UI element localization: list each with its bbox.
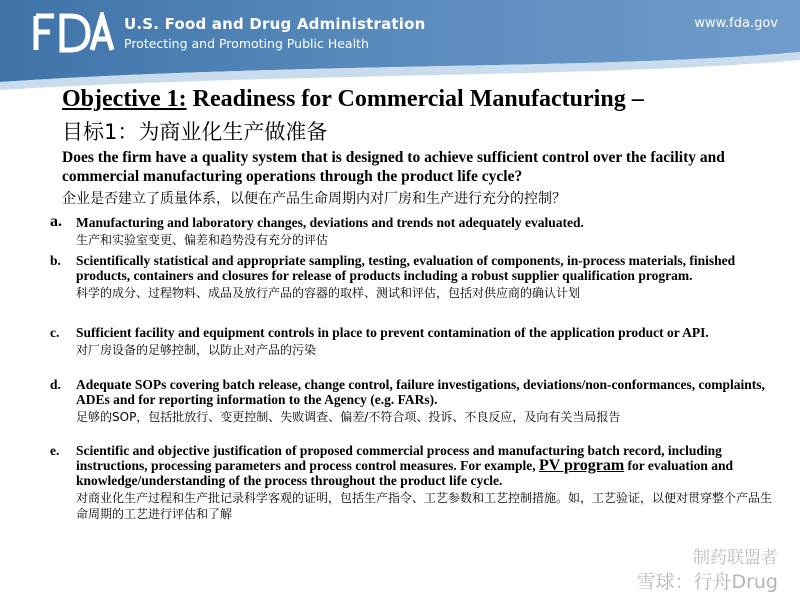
item-letter: d. <box>50 377 61 392</box>
item-text-chinese: 对商业化生产过程和生产批记录科学客观的证明，包括生产指令、工艺参数和工艺控制措施。如，工艺验证，以便对贯穿整个产品生命周期的工艺进行评估和了解 <box>76 491 773 521</box>
list-item-d <box>46 377 776 443</box>
objective-title: Readiness for Commercial Manufacturing – <box>186 86 644 112</box>
item-letter: e. <box>50 443 60 458</box>
site-url-link[interactable]: www.fda.gov <box>694 16 778 31</box>
item-text-part: for evaluation and knowledge/understanding of the process throughout the product life cycle. <box>76 458 734 488</box>
item-letter: a. <box>50 213 62 230</box>
item-text-part: Scientific and objective justification of proposed commercial process and manufacturing batch record, including instructions, processing parameters and process control measures. For example, <box>76 443 722 473</box>
item-text-english <box>76 443 776 488</box>
guiding-question-english: Does the firm have a quality system that is designed to achieve sufficient control over the facility and commercial manufacturing operations through the product life cycle? <box>62 149 725 185</box>
agency-name: U.S. Food and Drug Administration <box>124 15 426 33</box>
guiding-question-chinese: 企业是否建立了质量体系，以便在产品生命周期内对厂房和生产进行充分的控制？ <box>62 191 566 207</box>
list-item-c <box>46 325 776 377</box>
list-item-a <box>46 215 776 253</box>
fda-header-banner <box>0 0 800 92</box>
list-item-b <box>46 253 776 325</box>
fda-logo-icon <box>30 12 116 54</box>
item-text-english: Adequate SOPs covering batch release, change control, failure investigations, deviations/non-conformances, complaints, ADEs and for reporting information to the Agency (e.g. FARs). <box>76 377 765 407</box>
item-text-chinese: 对厂房设备的足够控制，以防止对产品的污染 <box>76 343 317 357</box>
slide-title-english <box>62 86 644 113</box>
item-text-english: Scientifically statistical and appropriate sampling, testing, evaluation of components, in-process materials, finished products, containers and closures for release of products including a robust supplier qualification program. <box>76 253 736 283</box>
list-item-e <box>46 443 776 522</box>
item-letter: b. <box>50 253 61 268</box>
slide-title-chinese: 目标1：为商业化生产做准备 <box>62 120 328 144</box>
item-text-chinese: 足够的SOP，包括批放行、变更控制、失败调查、偏差/不符合项、投诉、不良反应，及向有关当局报告 <box>76 410 621 424</box>
item-text-english: Sufficient facility and equipment controls in place to prevent contamination of the application product or API. <box>76 325 709 340</box>
watermark-wechat: 制药联盟者 <box>693 548 778 568</box>
watermark-xueqiu: 雪球：行舟Drug <box>636 571 778 593</box>
item-text-chinese: 生产和实验室变更、偏差和趋势没有充分的评估 <box>76 233 329 247</box>
objective-label: Objective 1: <box>62 86 187 112</box>
item-letter: c. <box>50 325 60 340</box>
objective-item-list <box>46 215 776 522</box>
pv-program-highlight: PV program <box>538 457 625 474</box>
item-text-english: Manufacturing and laboratory changes, deviations and trends not adequately evaluated. <box>76 215 584 230</box>
agency-tagline: Protecting and Promoting Public Health <box>124 36 369 51</box>
item-text-chinese: 科学的成分、过程物料、成品及放行产品的容器的取样、测试和评估，包括对供应商的确认计划 <box>76 286 581 300</box>
header-wave-background <box>0 0 800 92</box>
